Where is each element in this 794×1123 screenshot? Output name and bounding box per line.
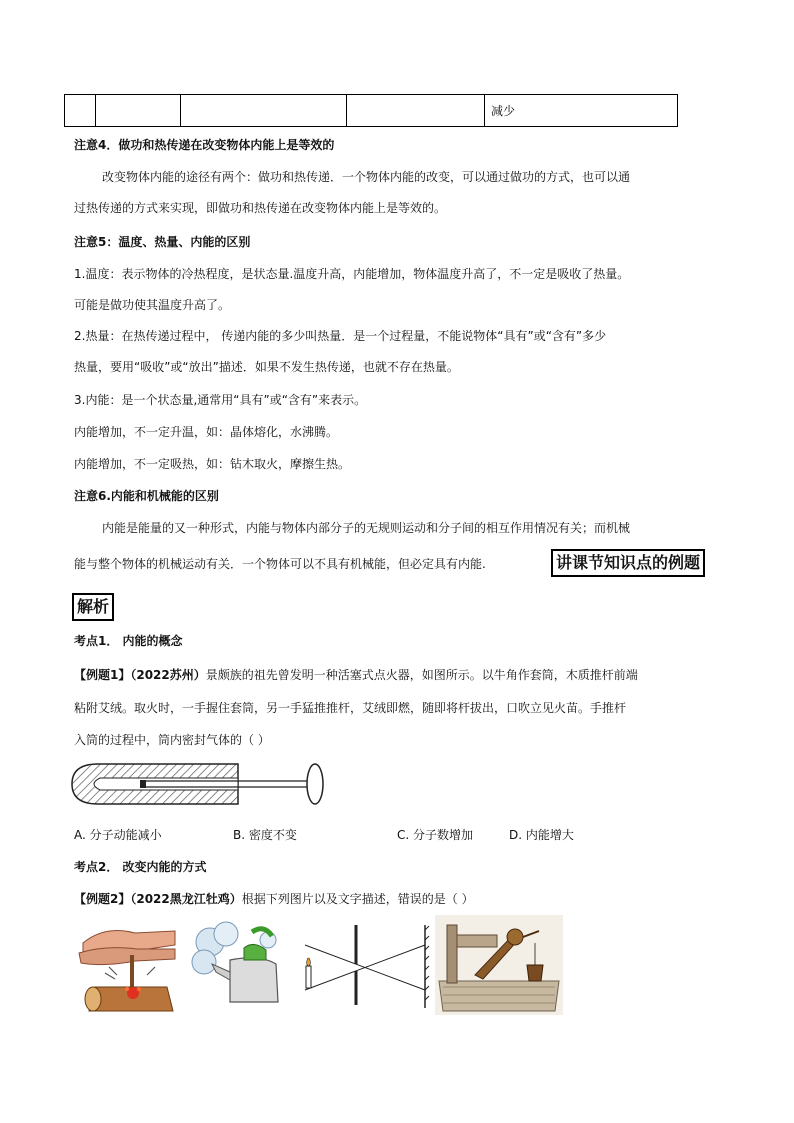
piston-fire-starter-figure xyxy=(70,760,332,810)
option-a: A. 分子动能减小 xyxy=(74,828,162,842)
table-cell xyxy=(181,95,347,127)
note6-title: 注意6.内能和机械能的区别 xyxy=(74,489,219,503)
section-banner: 讲课节知识点的例题 xyxy=(551,549,705,577)
note5-line: 可能是做功使其温度升高了。 xyxy=(74,298,231,312)
note6-line: 能与整个物体的机械运动有关．一个物体可以不具有机械能，但必定具有内能. xyxy=(74,557,486,571)
table-cell xyxy=(96,95,181,127)
well-windlass-picture xyxy=(435,915,563,1015)
top-table xyxy=(64,94,678,127)
note5-line: 3.内能：是一个状态量,通常用“具有”或“含有”来表示。 xyxy=(74,393,367,407)
option-b: B. 密度不变 xyxy=(233,828,297,842)
note6-line: 内能是能量的又一种形式，内能与物体内部分子的无规则运动和分子间的相互作用情况有关；而机械 xyxy=(102,521,631,535)
pinhole-imaging-picture xyxy=(300,920,430,1010)
kaodian1-title: 考点1． 内能的概念 xyxy=(74,634,183,648)
note5-line: 1.温度：表示物体的冷热程度，是状态量.温度升高，内能增加，物体温度升高了，不一定是吸收了热量。 xyxy=(74,267,630,281)
example1-line: 入筒的过程中，筒内密封气体的（ ） xyxy=(74,733,270,747)
note5-line: 内能增加，不一定升温，如：晶体熔化，水沸腾。 xyxy=(74,425,339,439)
boiling-kettle-picture xyxy=(190,920,285,1010)
example-source: （2022苏州） xyxy=(130,668,206,682)
example-label: 【例题1】 xyxy=(74,668,131,682)
example1-line: 粘附艾绒。取火时，一手握住套筒，另一手猛推推杆，艾绒即燃，随即将杆拔出，口吹立见火苗。手推杆 xyxy=(74,701,627,715)
example-text: 景颇族的祖先曾发明一种活塞式点火器，如图所示。以牛角作套筒，木质推杆前端 xyxy=(205,668,638,682)
example-label: 【例题2】 xyxy=(74,892,131,906)
table-cell: 减少 xyxy=(485,95,678,127)
example-text: 根据下列图片以及文字描述，错误的是（ ） xyxy=(241,892,474,906)
note4-line: 改变物体内能的途径有两个：做功和热传递．一个物体内能的改变，可以通过做功的方式，也可以通 xyxy=(102,170,631,184)
kaodian2-title: 考点2． 改变内能的方式 xyxy=(74,860,207,874)
option-d: D. 内能增大 xyxy=(509,828,574,842)
example-source: （2022黑龙江牡鸡） xyxy=(130,892,242,906)
note5-line: 内能增加，不一定吸热，如：钻木取火，摩擦生热。 xyxy=(74,457,351,471)
note5-title: 注意5：温度、热量、内能的区别 xyxy=(74,235,251,249)
note5-line: 2.热量：在热传递过程中， 传递内能的多少叫热量．是一个过程量，不能说物体“具有”或“含有”多少 xyxy=(74,329,607,343)
table-cell xyxy=(65,95,96,127)
note5-line: 热量，要用“吸收”或“放出”描述．如果不发生热传递，也就不存在热量。 xyxy=(74,360,459,374)
drill-fire-picture xyxy=(75,915,180,1015)
note4-line: 过热传递的方式来实现，即做功和热传递在改变物体内能上是等效的。 xyxy=(74,201,447,215)
example1-line xyxy=(74,666,638,683)
table-row xyxy=(65,95,678,127)
example2-line xyxy=(74,890,474,907)
section-banner-cont: 解析 xyxy=(72,593,114,621)
option-c: C. 分子数增加 xyxy=(397,828,474,842)
table-cell xyxy=(347,95,485,127)
note4-title: 注意4．做功和热传递在改变物体内能上是等效的 xyxy=(74,138,335,152)
